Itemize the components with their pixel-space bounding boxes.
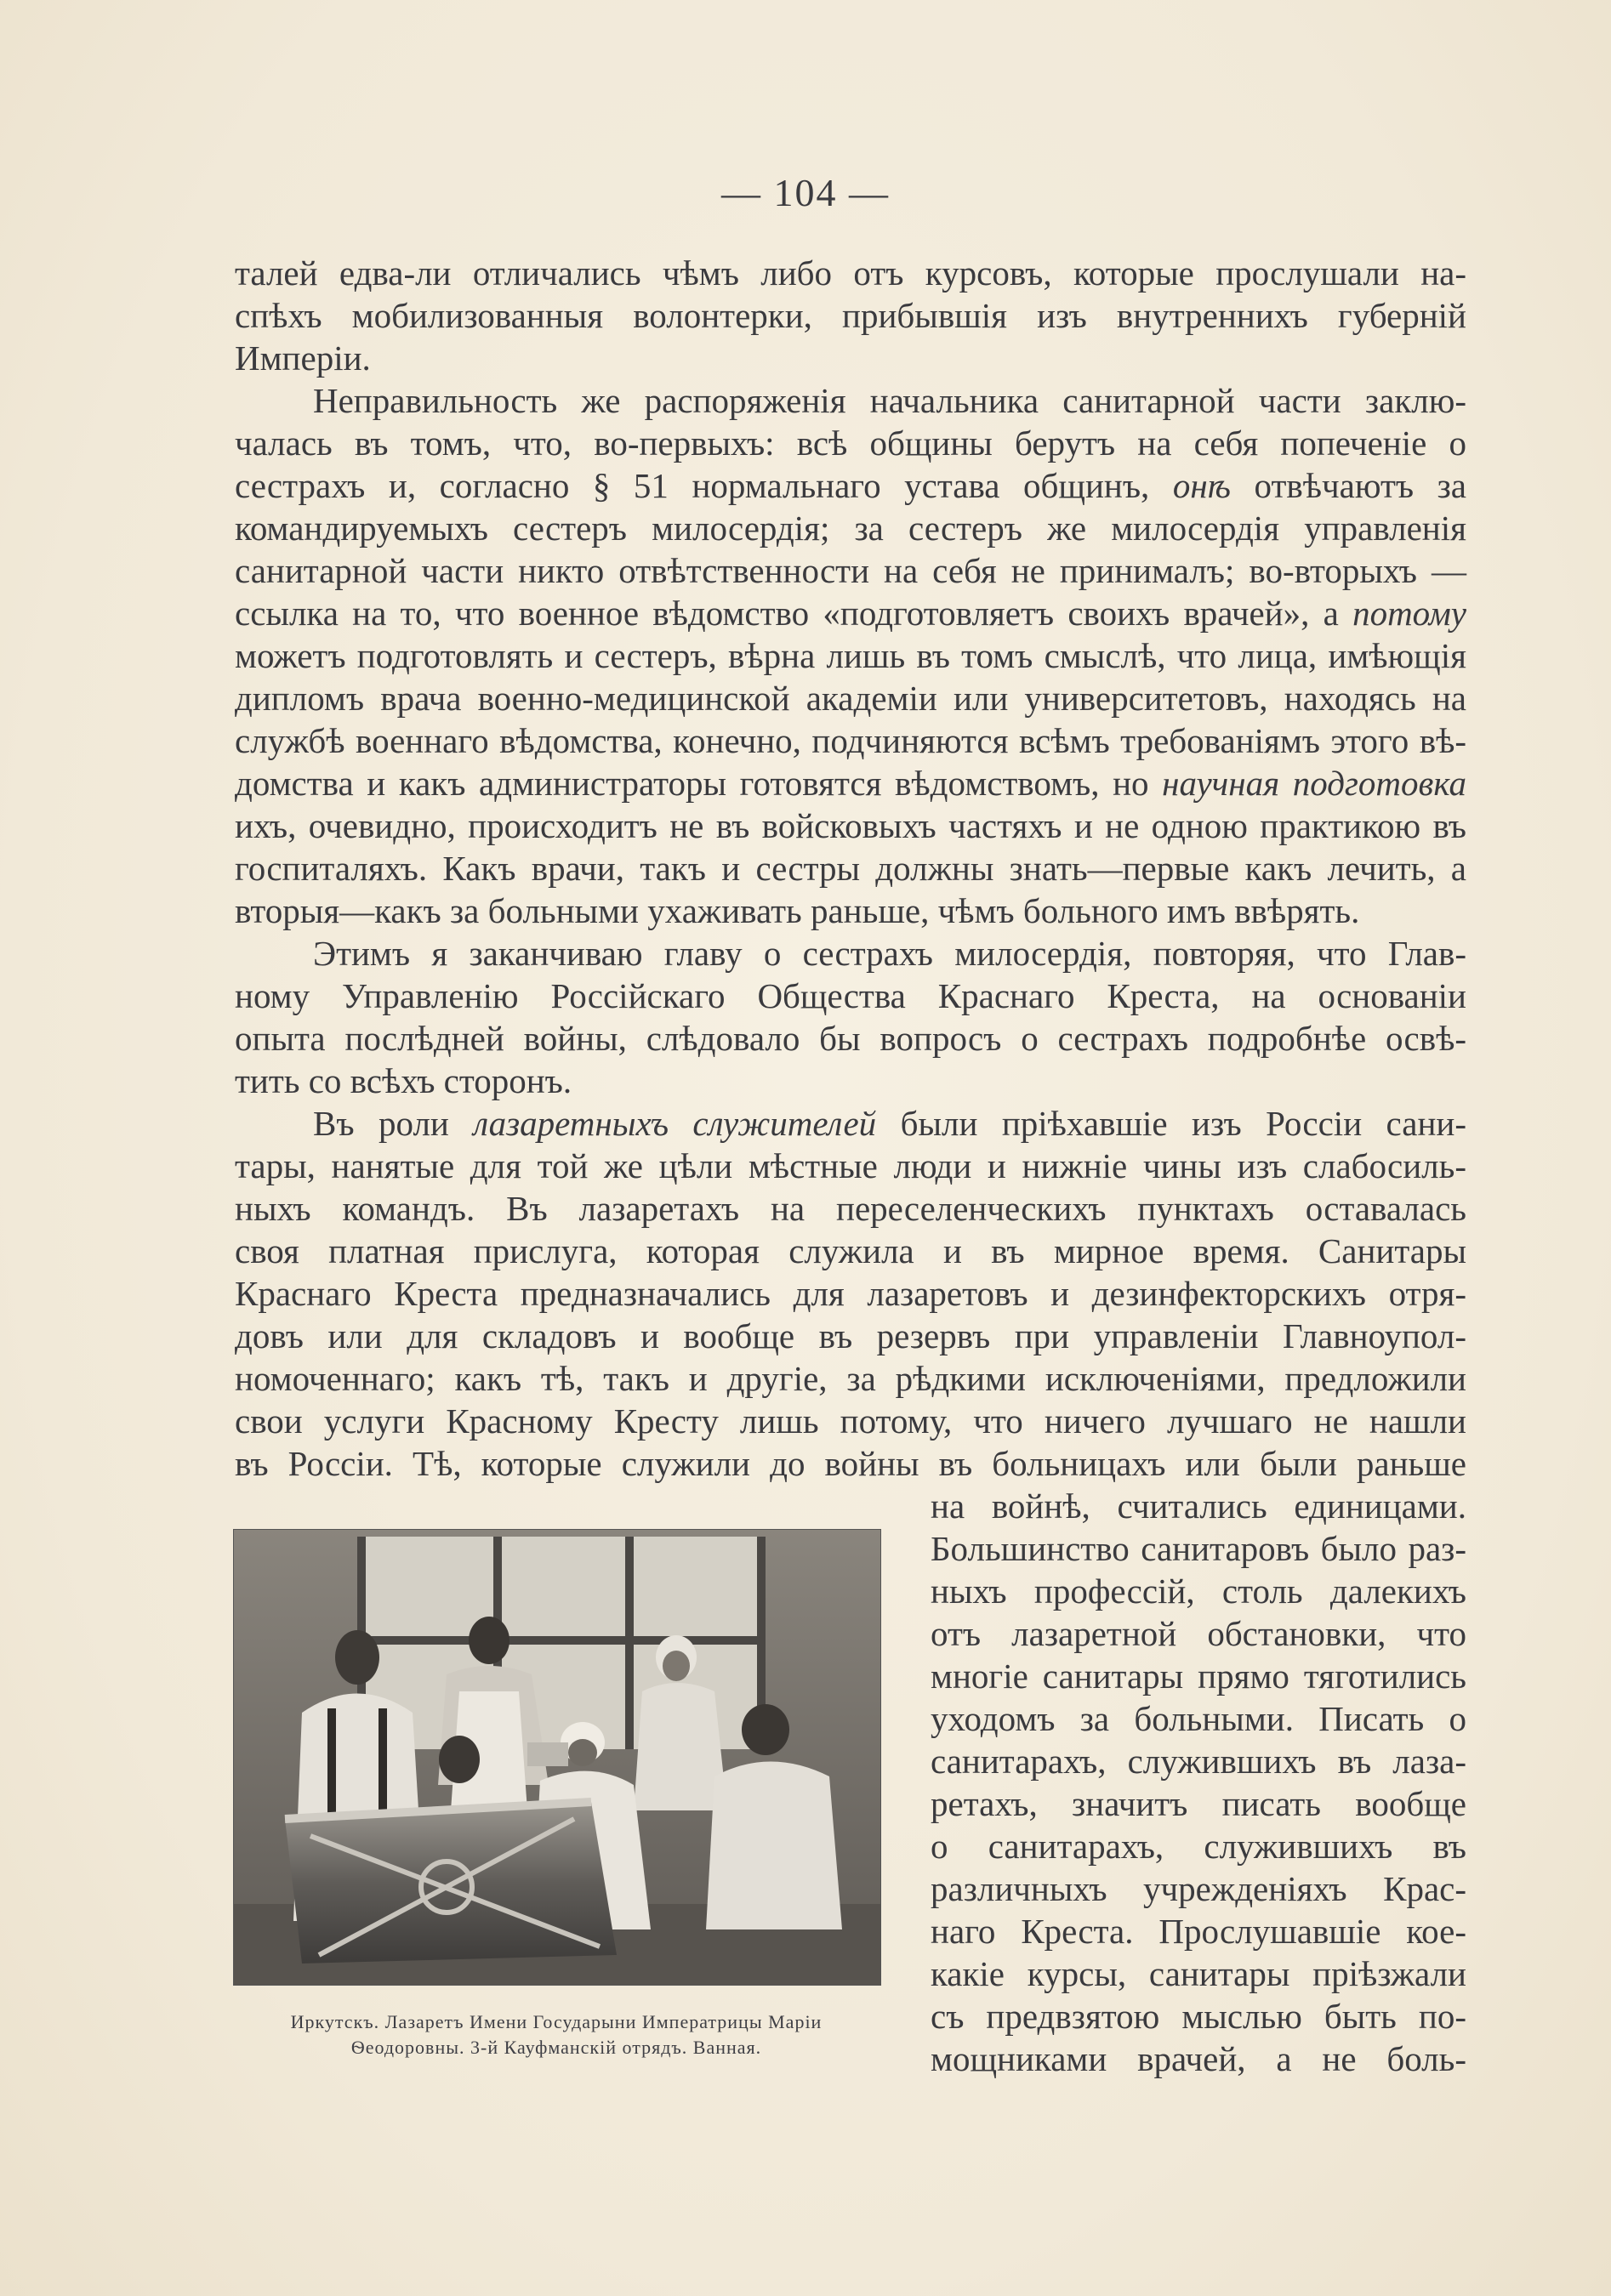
text-line: мощниками врачей, а не боль- [931,2039,1466,2078]
text-line: ретахъ, значитъ писать вообще [931,1784,1466,1823]
text-line: различныхъ учрежденіяхъ Крас- [931,1869,1466,1908]
text-line: свои услуги Красному Кресту лишь потому, что ничего лучшаго не нашли [235,1401,1466,1441]
text-line: можетъ подготовлять и сестеръ, вѣрна лишь въ томъ смыслѣ, что лица, имѣющія [235,636,1466,675]
text-line: службѣ военнаго вѣдомства, конечно, подчиняются всѣмъ требованіямъ этого вѣ- [235,721,1466,760]
text-segment: сестрахъ и, согласно § 51 нормальнаго устава общинъ, [235,466,1173,505]
figure-caption: Ѳеодоровны. 3-й Кауфманскій отрядъ. Ванная. [350,2037,762,2058]
text-line: отъ лазаретной обстановки, что [931,1614,1466,1653]
text-segment: домства и какъ администраторы готовятся вѣдомствомъ, но [235,764,1163,803]
text-segment: были пріѣхавшіе изъ Россіи сани- [876,1104,1466,1143]
text-line: спѣхъ мобилизованныя волонтерки, прибывшія изъ внутреннихъ губерній [235,296,1466,335]
italic-term: онѣ [1172,466,1231,505]
text-line: командируемыхъ сестеръ милосердія; за сестеръ же милосердія управленія [235,509,1466,548]
text-line: въ Россіи. Тѣ, которые служили до войны въ больницахъ или были раньше [235,1444,1466,1483]
text-line [235,1102,1466,1145]
italic-term: научная подготовка [1162,764,1466,803]
text-line: санитарахъ, служившихъ въ лаза- [931,1742,1466,1781]
text-line: чалась въ томъ, что, во-первыхъ: всѣ общины берутъ на себя попеченіе о [235,423,1466,463]
text-segment: Въ роли [313,1104,474,1143]
photo-bathroom [233,1529,881,1986]
text-line: Этимъ я заканчиваю главу о сестрахъ милосердія, повторяя, что Глав- [313,934,1466,973]
text-line: тары, нанятые для той же цѣли мѣстные люди и нижніе чины изъ слабосиль- [235,1146,1466,1185]
text-line [235,762,1466,804]
italic-term: лазаретныхъ служителей [473,1104,877,1143]
figure-caption: Иркутскъ. Лазаретъ Имени Государыни Императрицы Маріи [290,2011,823,2032]
text-line: госпиталяхъ. Какъ врачи, такъ и сестры должны знать—первые какъ лечить, а [235,849,1466,888]
text-line: на войнѣ, считались единицами. [931,1486,1466,1526]
text-segment: отвѣчаютъ за [1231,466,1466,505]
text-line: ному Управленію Россійскаго Общества Краснаго Креста, на основаніи [235,976,1466,1015]
text-line: ныхъ командъ. Въ лазаретахъ на переселенческихъ пунктахъ оставалась [235,1189,1466,1228]
text-line: ныхъ профессій, столь далекихъ [931,1571,1466,1611]
text-line: съ предвзятою мыслью быть по- [931,1997,1466,2036]
text-line [235,592,1466,634]
text-line: вторыя—какъ за больными ухаживать раньше, чѣмъ больного имъ ввѣрять. [235,891,1360,930]
italic-term: потому [1352,594,1466,633]
text-line: Имперіи. [235,338,371,378]
text-line: о санитарахъ, служившихъ въ [931,1827,1466,1866]
text-line: Большинство санитаровъ было раз- [931,1529,1466,1568]
text-line: уходомъ за больными. Писать о [931,1699,1466,1738]
text-line: талей едва-ли отличались чѣмъ либо отъ курсовъ, которые прослушали на- [235,253,1466,293]
text-line: дипломъ врача военно-медицинской академіи или университетовъ, находясь на [235,679,1466,718]
text-line: довъ или для складовъ и вообще въ резервъ при управленіи Главноупол- [235,1316,1466,1355]
text-segment: ссылка на то, что военное вѣдомство «подготовляетъ своихъ врачей», а [235,594,1353,633]
text-line: своя платная прислуга, которая служила и въ мирное время. Санитары [235,1231,1466,1270]
text-line: тить со всѣхъ сторонъ. [235,1061,572,1100]
photo-illustration [234,1530,880,1985]
text-line: санитарной части никто отвѣтственности на себя не принималъ; во-вторыхъ — [235,551,1466,590]
text-line: Неправильность же распоряженія начальника санитарной части заклю- [313,381,1466,420]
text-line: опыта послѣдней войны, слѣдовало бы вопросъ о сестрахъ подробнѣе освѣ- [235,1019,1466,1058]
page-number: — 104 — [721,171,890,214]
text-line: какіе курсы, санитары пріѣзжали [931,1954,1466,1993]
text-line: многіе санитары прямо тяготились [931,1657,1466,1696]
text-line: номоченнаго; какъ тѣ, такъ и другіе, за рѣдкими исключеніями, предложили [235,1359,1466,1398]
text-line: Краснаго Креста предназначались для лазаретовъ и дезинфекторскихъ отря- [235,1274,1466,1313]
text-line [235,464,1466,507]
text-line: ихъ, очевидно, происходитъ не въ войсковыхъ частяхъ и не одною практикою въ [235,806,1466,845]
text-line: наго Креста. Прослушавшіе кое- [931,1912,1466,1951]
